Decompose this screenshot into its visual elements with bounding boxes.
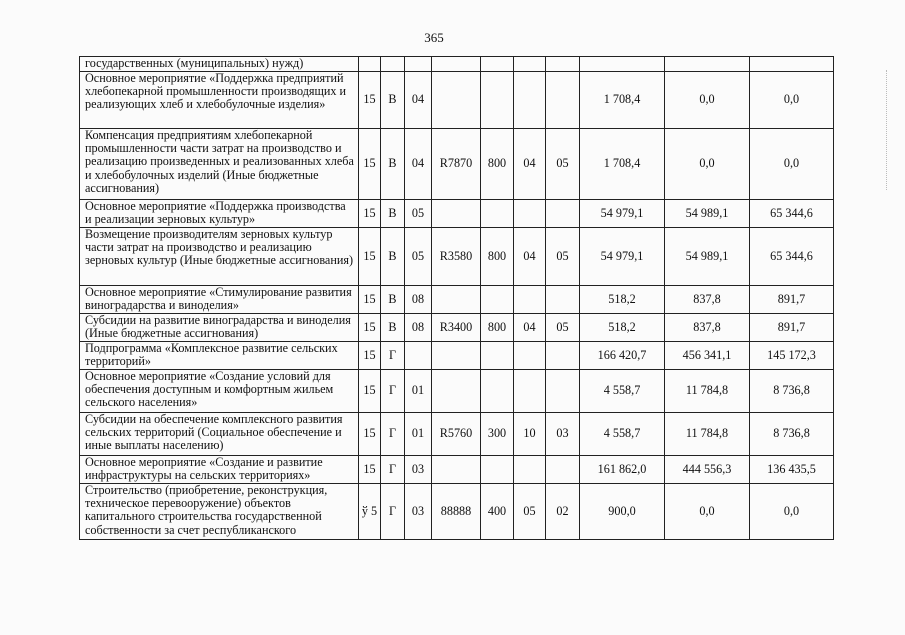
cell-code [432,456,481,484]
cell-name: Субсидии на развитие виноградарства и виноделия (Иные бюджетные ассигнования) [80,314,359,342]
cell-om: 03 [405,456,432,484]
cell-v3: 8 736,8 [750,413,834,456]
cell-gp [359,57,381,72]
cell-name: Основное мероприятие «Поддержка предприятий хлебопекарной промышленности производящих и реализующих хлеб и хлебобулочные изделия» [80,72,359,129]
table-row [80,314,834,342]
cell-name: Основное мероприятие «Создание условий для обеспечения доступным и комфортным жильем сельского населения» [80,370,359,413]
cell-v1: 1 708,4 [580,129,665,200]
cell-rz: 10 [514,413,546,456]
cell-pp: Г [381,456,405,484]
cell-rz [514,72,546,129]
cell-code: R7870 [432,129,481,200]
cell-gp: 15 [359,456,381,484]
cell-v3: 136 435,5 [750,456,834,484]
cell-v1: 518,2 [580,286,665,314]
cell-v2 [665,57,750,72]
cell-gp: 15 [359,129,381,200]
cell-rz [514,57,546,72]
cell-v2: 0,0 [665,484,750,540]
cell-v3: 0,0 [750,484,834,540]
cell-v3: 0,0 [750,72,834,129]
table-row [80,286,834,314]
cell-v1: 54 979,1 [580,200,665,228]
cell-v1: 161 862,0 [580,456,665,484]
cell-pr [546,456,580,484]
cell-gp: 15 [359,200,381,228]
cell-om: 01 [405,370,432,413]
scan-artifact-line [886,70,887,190]
cell-om: 05 [405,228,432,286]
cell-v1: 54 979,1 [580,228,665,286]
cell-rz: 04 [514,314,546,342]
cell-gp: 15 [359,413,381,456]
cell-gp: 15 [359,72,381,129]
table-row [80,484,834,540]
table-row [80,342,834,370]
cell-pp: В [381,72,405,129]
cell-code: 88888 [432,484,481,540]
budget-table [79,56,834,540]
table-body [80,57,834,540]
cell-om: 01 [405,413,432,456]
cell-name: Возмещение производителям зерновых культур части затрат на производство и реализацию зерновых культур (Иные бюджетные ассигнования) [80,228,359,286]
table-row [80,228,834,286]
table-row [80,413,834,456]
cell-v2: 11 784,8 [665,370,750,413]
cell-code: R3400 [432,314,481,342]
cell-rz [514,456,546,484]
cell-pr [546,200,580,228]
cell-code [432,57,481,72]
cell-om [405,57,432,72]
cell-vr: 300 [481,413,514,456]
cell-vr: 400 [481,484,514,540]
page-number: 365 [424,30,444,45]
cell-pr: 03 [546,413,580,456]
cell-vr: 800 [481,129,514,200]
cell-pp: В [381,129,405,200]
cell-pp: В [381,228,405,286]
cell-v2: 837,8 [665,314,750,342]
cell-pp: Г [381,413,405,456]
cell-v3: 65 344,6 [750,228,834,286]
cell-code [432,342,481,370]
cell-vr: 800 [481,314,514,342]
cell-gp: 15 [359,228,381,286]
cell-gp: 15 [359,286,381,314]
cell-pr: 02 [546,484,580,540]
cell-vr [481,456,514,484]
cell-pr: 05 [546,129,580,200]
cell-pp: В [381,286,405,314]
cell-vr [481,57,514,72]
cell-pp: В [381,200,405,228]
cell-name: Субсидии на обеспечение комплексного развития сельских территорий (Социальное обеспечение и иные выплаты населению) [80,413,359,456]
cell-pp: Г [381,370,405,413]
cell-name: Подпрограмма «Комплексное развитие сельских территорий» [80,342,359,370]
cell-om [405,342,432,370]
cell-v1: 166 420,7 [580,342,665,370]
table-row [80,57,834,72]
cell-v2: 837,8 [665,286,750,314]
cell-pp: В [381,314,405,342]
cell-vr [481,286,514,314]
cell-vr [481,200,514,228]
cell-v2: 54 989,1 [665,200,750,228]
cell-name: Основное мероприятие «Создание и развитие инфраструктуры на сельских территориях» [80,456,359,484]
cell-v1: 4 558,7 [580,413,665,456]
table-row [80,370,834,413]
cell-pr [546,370,580,413]
cell-om: 03 [405,484,432,540]
cell-vr: 800 [481,228,514,286]
cell-pp [381,57,405,72]
cell-rz [514,286,546,314]
cell-pp: Г [381,484,405,540]
cell-code [432,200,481,228]
cell-pr [546,72,580,129]
cell-rz: 05 [514,484,546,540]
cell-rz: 04 [514,129,546,200]
cell-pr [546,286,580,314]
cell-v2: 11 784,8 [665,413,750,456]
cell-v1: 518,2 [580,314,665,342]
cell-gp: 15 [359,314,381,342]
table-row [80,456,834,484]
cell-v1: 4 558,7 [580,370,665,413]
cell-v3: 8 736,8 [750,370,834,413]
cell-rz [514,370,546,413]
cell-v3: 891,7 [750,314,834,342]
cell-v3: 145 172,3 [750,342,834,370]
cell-v2: 444 556,3 [665,456,750,484]
table-row [80,72,834,129]
cell-vr [481,72,514,129]
cell-om: 08 [405,314,432,342]
cell-name: Основное мероприятие «Поддержка производства и реализации зерновых культур» [80,200,359,228]
cell-v2: 0,0 [665,129,750,200]
cell-v2: 456 341,1 [665,342,750,370]
cell-v2: 0,0 [665,72,750,129]
cell-pr [546,342,580,370]
cell-pr: 05 [546,228,580,286]
cell-om: 04 [405,72,432,129]
cell-v3 [750,57,834,72]
cell-code: R5760 [432,413,481,456]
cell-rz [514,342,546,370]
table-row [80,129,834,200]
cell-vr [481,342,514,370]
cell-pr: 05 [546,314,580,342]
cell-gp: 15 [359,370,381,413]
cell-pp: Г [381,342,405,370]
cell-name: государственных (муниципальных) нужд) [80,57,359,72]
cell-v1: 900,0 [580,484,665,540]
cell-v3: 0,0 [750,129,834,200]
cell-v1 [580,57,665,72]
cell-v3: 891,7 [750,286,834,314]
cell-name: Компенсация предприятиям хлебопекарной промышленности части затрат на производство и реализацию произведенных и реализованных хлеба и хлебобулочных изделий (Иные бюджетные ассигнования) [80,129,359,200]
cell-code: R3580 [432,228,481,286]
cell-name: Строительство (приобретение, реконструкция, техническое перевооружение) объектов капитального строительства государственной собственности за счет республиканского [80,484,359,540]
cell-v2: 54 989,1 [665,228,750,286]
cell-pr [546,57,580,72]
cell-v1: 1 708,4 [580,72,665,129]
cell-v3: 65 344,6 [750,200,834,228]
cell-om: 04 [405,129,432,200]
cell-vr [481,370,514,413]
cell-gp: 15 [359,342,381,370]
cell-rz: 04 [514,228,546,286]
cell-code [432,286,481,314]
cell-om: 05 [405,200,432,228]
table-row [80,200,834,228]
cell-om: 08 [405,286,432,314]
cell-gp: ў 5 [359,484,381,540]
cell-name: Основное мероприятие «Стимулирование развития виноградарства и виноделия» [80,286,359,314]
cell-code [432,370,481,413]
cell-rz [514,200,546,228]
cell-code [432,72,481,129]
